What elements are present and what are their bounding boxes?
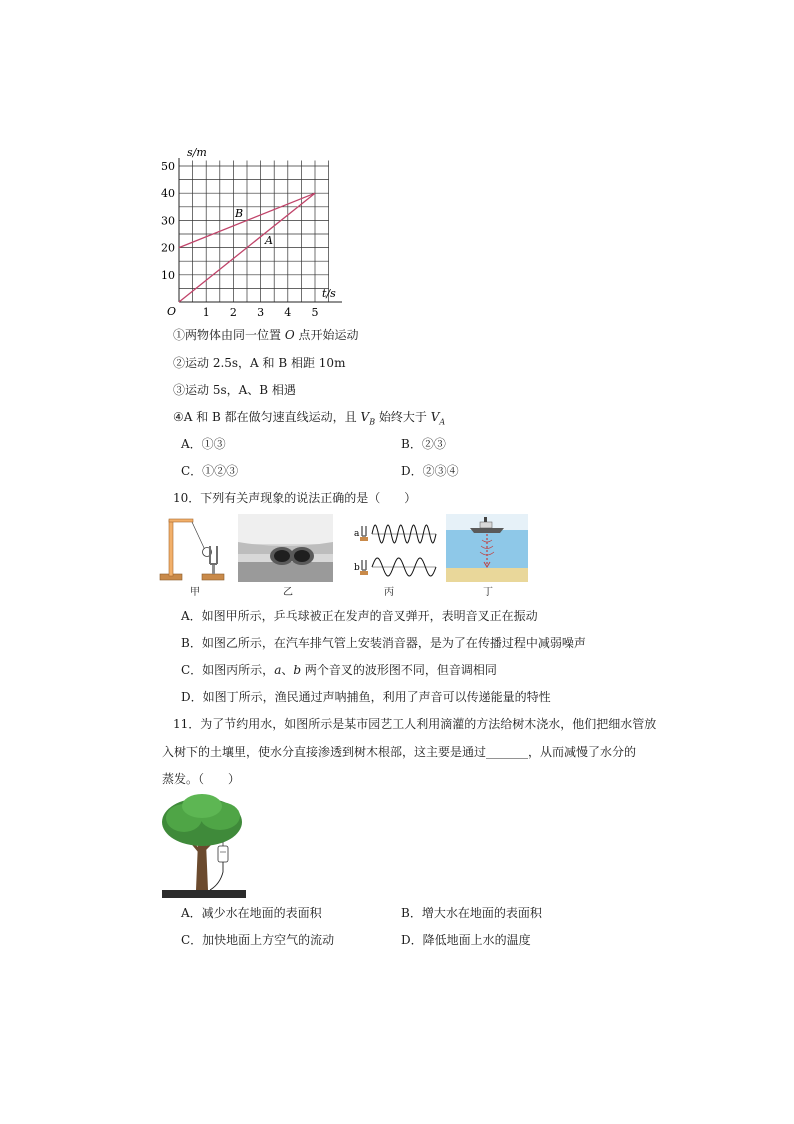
sonar-ship-illustration [446, 514, 528, 582]
x-tick-label: 5 [311, 306, 319, 319]
q9-option-b[interactable]: B．②③ [401, 437, 446, 451]
line-a-label: A [265, 234, 273, 247]
q9-statement-3: ③运动 5s，A、B 相遇 [173, 383, 296, 397]
y-tick-label: 40 [161, 187, 175, 201]
q9-option-c[interactable]: C．①②③ [181, 464, 239, 478]
q10-option-a[interactable]: A．如图甲所示，乒乓球被正在发声的音叉弹开，表明音叉正在振动 [181, 609, 538, 623]
q10-option-c[interactable] [181, 662, 497, 678]
tuning-fork-ball-illustration [158, 514, 228, 582]
x-tick-label: 1 [202, 306, 210, 319]
figure-bing [352, 514, 437, 582]
q9-s4-va: V [430, 410, 440, 424]
tree-drip-irrigation-illustration [162, 792, 246, 898]
car-exhaust-illustration [238, 514, 333, 582]
graph-grid [179, 161, 329, 302]
y-tick-label: 20 [161, 241, 175, 255]
q9-option-d[interactable]: D．②③④ [401, 464, 459, 478]
x-tick-label: 3 [257, 306, 265, 319]
line-b-label: B [235, 207, 244, 220]
q10-opt-c-head: C．如图丙所示， [181, 663, 275, 677]
q10-opt-c-sep: 、 [281, 663, 294, 677]
q11-option-b[interactable]: B．增大水在地面的表面积 [401, 906, 542, 920]
figure-ding [446, 514, 528, 582]
y-tick-label: 50 [161, 160, 175, 173]
caption-bing: 丙 [384, 587, 394, 598]
q9-s4-va-sub: A [439, 417, 446, 427]
q10-opt-c-tail: 两个音叉的波形图不同，但音调相同 [304, 663, 497, 677]
x-tick-label: 4 [284, 306, 292, 319]
waveform-illustration [352, 514, 437, 582]
q9-statement-1 [173, 327, 359, 343]
figure-yi [238, 514, 333, 582]
q9-s4-vb: V [360, 410, 370, 424]
st-graph [150, 140, 350, 320]
figure-jia [158, 514, 228, 582]
q11-option-c[interactable]: C．加快地面上方空气的流动 [181, 933, 335, 947]
q9-s1-origin: O [284, 328, 295, 342]
q10-option-b[interactable]: B．如图乙所示，在汽车排气管上安装消音器，是为了在传播过程中减弱噪声 [181, 636, 586, 650]
figure-tree-drip [162, 792, 246, 898]
q9-s4-mid: 始终大于 [378, 410, 427, 424]
q10-stem: 10．下列有关声现象的说法正确的是（ ） [173, 491, 417, 505]
y-tick-label: 10 [161, 268, 175, 282]
q11-stem-line-3: 蒸发。（ ） [162, 772, 241, 786]
q10-opt-c-b: b [293, 663, 302, 677]
fork-a-label: a [354, 529, 360, 539]
y-tick-label: 30 [161, 214, 175, 228]
caption-ding: 丁 [483, 587, 493, 598]
q9-s1-tail: 点开始运动 [298, 328, 359, 342]
q9-s4-head: ④A 和 B 都在做匀速直线运动，且 [173, 410, 357, 424]
st-graph-svg [150, 140, 350, 320]
caption-yi: 乙 [283, 587, 293, 598]
q11-option-a[interactable]: A．减少水在地面的表面积 [181, 906, 322, 920]
q9-statement-4 [173, 409, 445, 430]
x-tick-label: 2 [229, 306, 237, 319]
q10-opt-c-a: a [274, 663, 282, 677]
q9-s4-vb-sub: B [369, 417, 376, 427]
q9-s1-text: ①两物体由同一位置 [173, 328, 282, 342]
origin-label: O [167, 305, 177, 318]
caption-jia: 甲 [190, 587, 200, 598]
q9-statement-2: ②运动 2.5s，A 和 B 相距 10m [173, 356, 346, 370]
graph-ticks [161, 160, 319, 319]
x-axis-label: t/s [322, 287, 336, 300]
y-axis-label: s/m [187, 146, 207, 159]
q11-option-d[interactable]: D．降低地面上水的温度 [401, 933, 531, 947]
q10-option-d[interactable]: D．如图丁所示，渔民通过声呐捕鱼，利用了声音可以传递能量的特性 [181, 690, 551, 704]
q11-stem-line-1: 11．为了节约用水，如图所示是某市园艺工人利用滴灌的方法给树木浇水，他们把细水管放 [173, 717, 657, 731]
q9-option-a[interactable]: A．①③ [181, 437, 226, 451]
q11-stem-line-2: 入树下的土壤里，使水分直接渗透到树木根部，这主要是通过_______，从而减慢了水分的 [162, 745, 637, 759]
fork-b-label: b [354, 563, 360, 573]
